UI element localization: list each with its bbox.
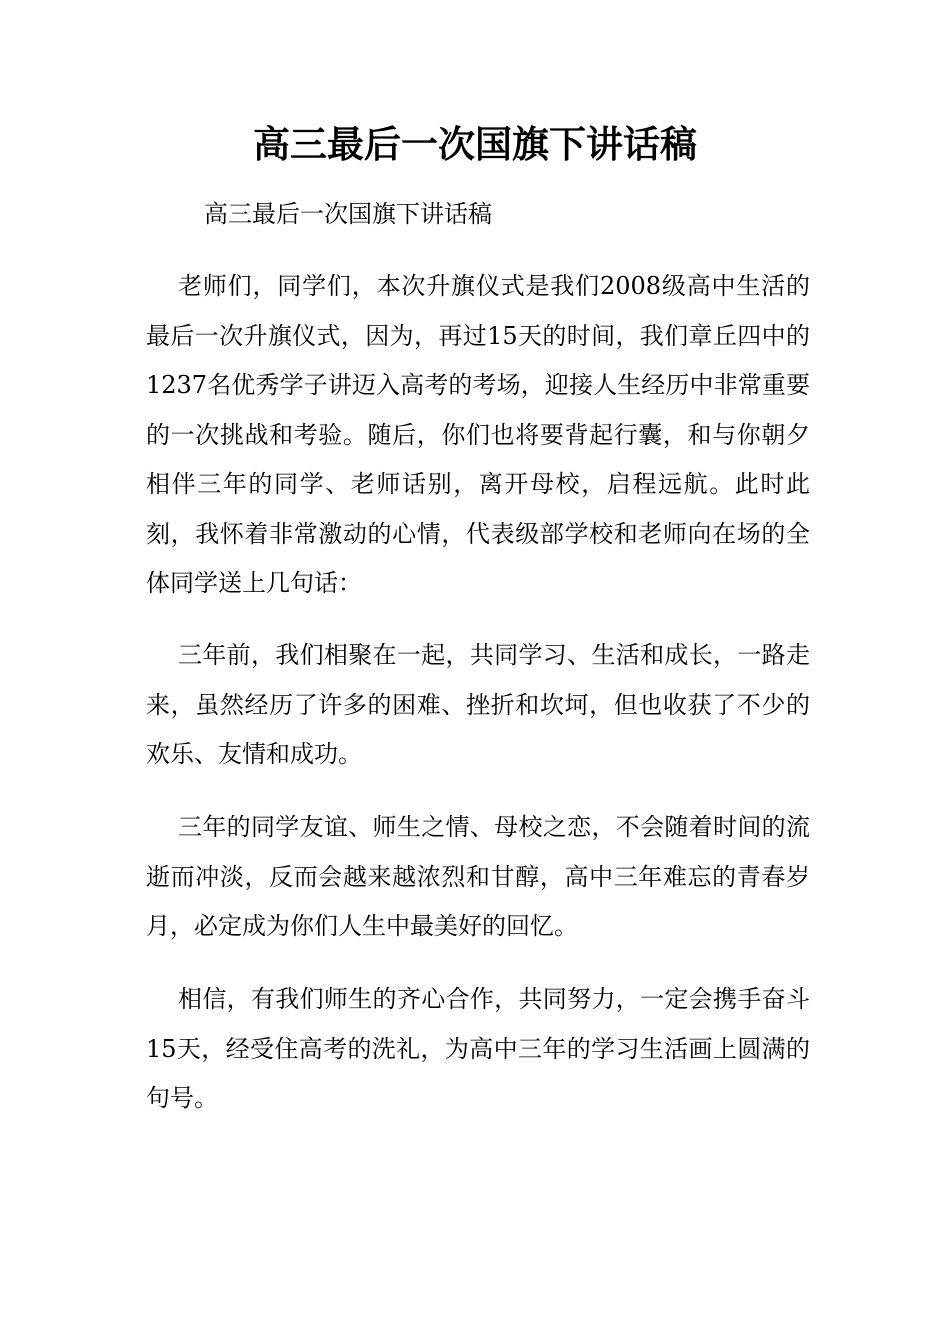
document-title: 高三最后一次国旗下讲话稿 — [253, 122, 697, 166]
paragraph-closing: 相信，有我们师生的齐心合作，共同努力，一定会携手奋斗15天，经受住高考的洗礼，为高中三年的学习生活画上圆满的句号。 — [146, 985, 810, 1112]
document-subtitle: 高三最后一次国旗下讲话稿 — [204, 200, 492, 228]
paragraph-friendship: 三年的同学友谊、师生之情、母校之恋，不会随着时间的流逝而冲淡，反而会越来越浓烈和甘醇，高中三年难忘的青春岁月，必定成为你们人生中最美好的回忆。 — [146, 813, 810, 940]
paragraph-three-years: 三年前，我们相聚在一起，共同学习、生活和成长，一路走来，虽然经历了许多的困难、挫折和坎坷，但也收获了不少的欢乐、友情和成功。 — [146, 641, 810, 768]
paragraph-opening: 老师们，同学们，本次升旗仪式是我们2008级高中生活的最后一次升旗仪式，因为，再过15天的时间，我们章丘四中的1237名优秀学子讲迈入高考的考场，迎接人生经历中非常重要的一次挑战和考验。随后，你们也将要背起行囊，和与你朝夕相伴三年的同学、老师话别，离开母校，启程远航。此时此刻，我怀着非常激动的心情，代表级部学校和老师向在场的全体同学送上几句话： — [146, 272, 810, 597]
